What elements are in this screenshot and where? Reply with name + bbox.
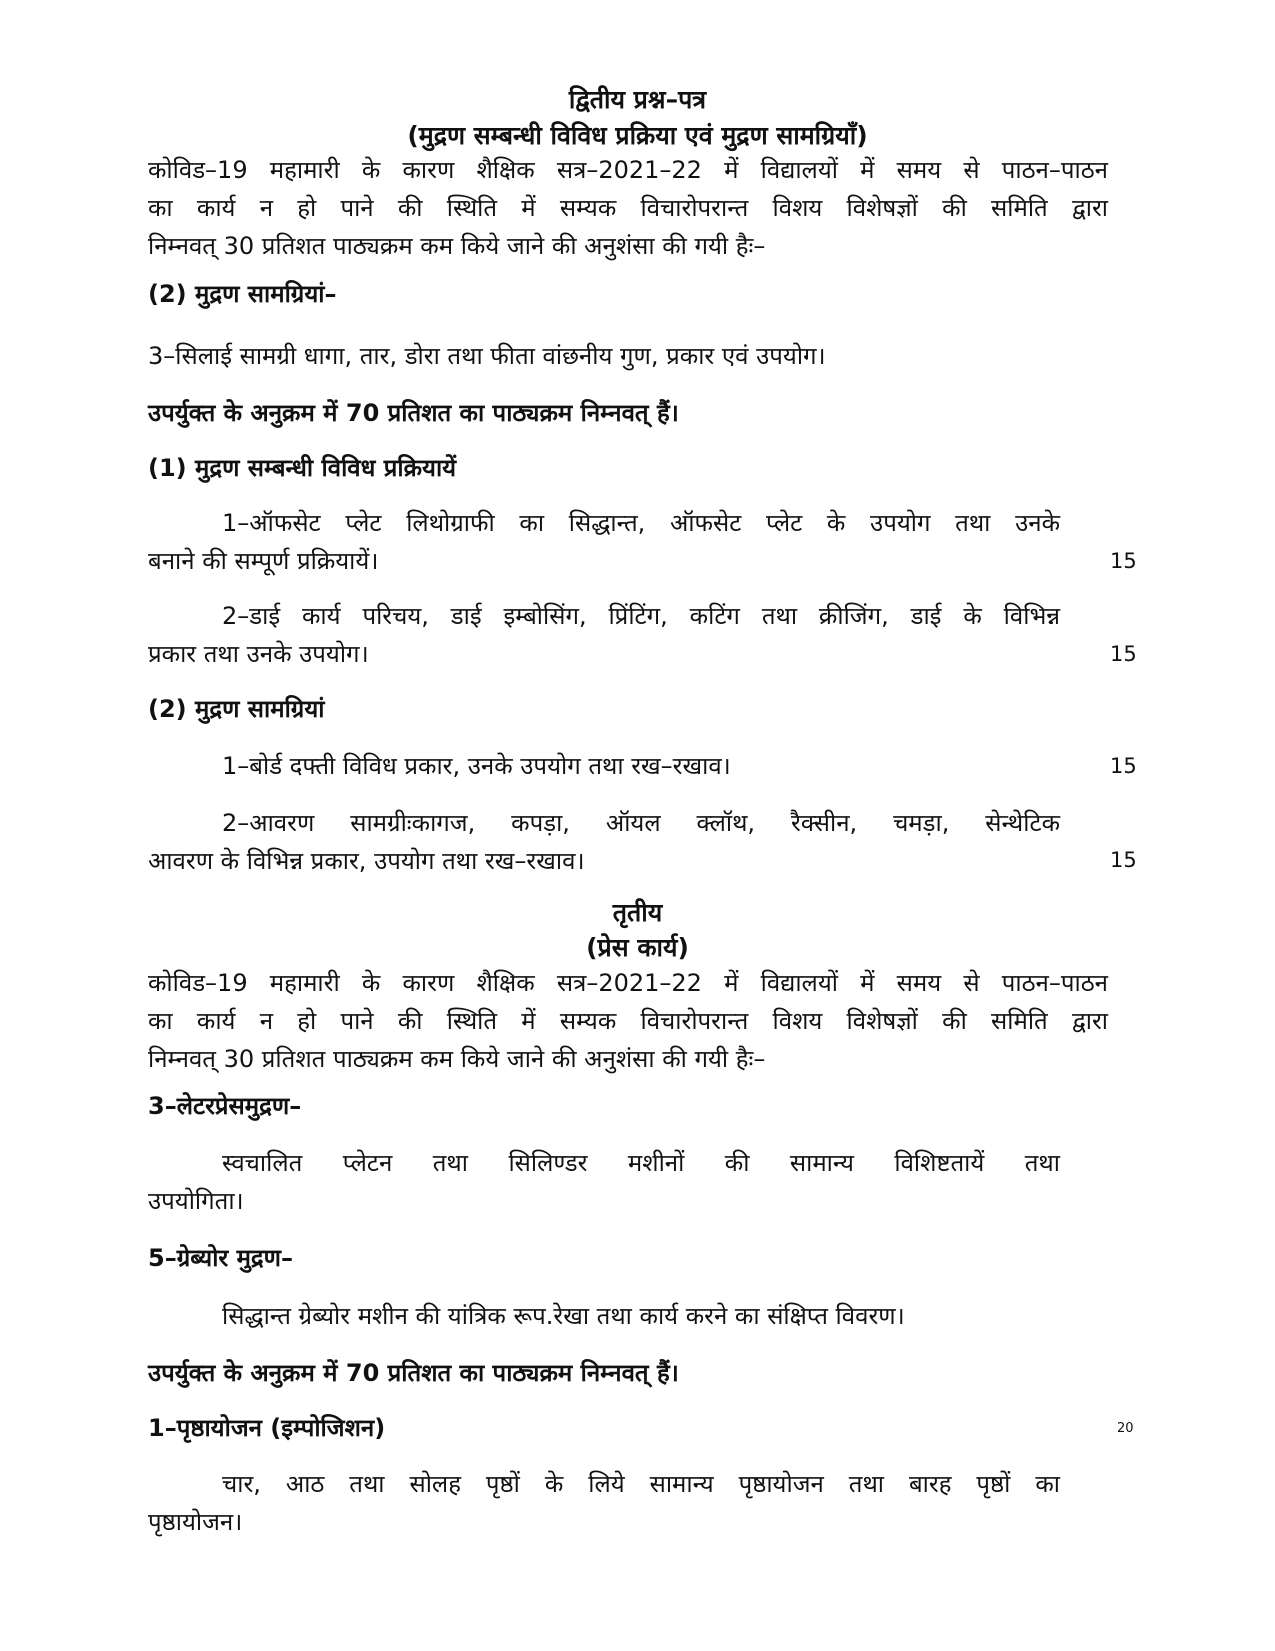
imposition-heading: 1–पृष्ठायोजन (इम्पोजिशन) [148, 1414, 386, 1442]
imposition-text-line-2: पृष्ठायोजन। [148, 1508, 243, 1536]
imposition-marks: 20 [1117, 1421, 1134, 1436]
section3-intro-line-3: निम्नवत् 30 प्रतिशत पाठ्यक्रम कम किये जाने की अनुशंसा की गयी हैः– [148, 1045, 766, 1073]
section3-title: तृतीय [612, 898, 663, 927]
part1-item-2-line-1: 2–डाई कार्य परिचय, डाई इम्बोसिंग, प्रिंटिंग, कटिंग तथा क्रीजिंग, डाई के विभिन्न [222, 602, 1060, 630]
imposition-text-line-1: चार, आठ तथा सोलह पृष्ठों के लिये सामान्य पृष्ठायोजन तथा बारह पृष्ठों का [222, 1470, 1060, 1498]
part2-item-2-line-1: 2–आवरण सामग्रीःकागज, कपड़ा, ऑयल क्लॉथ, रैक्सीन, चमड़ा, सेन्थेटिक [222, 809, 1060, 837]
section2-intro-line-2: का कार्य न हो पाने की स्थिति में सम्यक विचारोपरान्त विशय विशेषज्ञों की समिति द्वारा [148, 194, 1108, 222]
part1-item-2-line-2: प्रकार तथा उनके उपयोग। [148, 640, 369, 668]
section3-subtitle: (प्रेस कार्य) [586, 933, 689, 962]
part2-item-1-line-1: 1–बोर्ड दफ्ती विविध प्रकार, उनके उपयोग तथा रख–रखाव। [222, 752, 731, 780]
letterpress-heading: 3–लेटरप्रेसमुद्रण– [148, 1092, 302, 1120]
section2-intro-line-3: निम्नवत् 30 प्रतिशत पाठ्यक्रम कम किये जाने की अनुशंसा की गयी हैः– [148, 232, 766, 260]
letterpress-text-line-2: उपयोगिता। [148, 1187, 244, 1215]
section2-title: द्वितीय प्रश्न–पत्र [568, 85, 707, 114]
part2-item-2-line-2: आवरण के विभिन्न प्रकार, उपयोग तथा रख–रखाव। [148, 847, 585, 875]
section3-seventy-heading: उपर्युक्त के अनुक्रम में 70 प्रतिशत का पाठ्यक्रम निम्नवत् हैं। [148, 1359, 679, 1387]
section2-removed-heading: (2) मुद्रण सामग्रियां– [148, 280, 337, 308]
part1-item-1-marks: 15 [1110, 549, 1137, 573]
section2-seventy-heading: उपर्युक्त के अनुक्रम में 70 प्रतिशत का पाठ्यक्रम निम्नवत् हैं। [148, 399, 679, 427]
letterpress-text-line-1: स्वचालित प्लेटन तथा सिलिण्डर मशीनों की सामान्य विशिष्टतायें तथा [222, 1149, 1060, 1177]
part1-item-1-line-1: 1–ऑफसेट प्लेट लिथोग्राफी का सिद्धान्त, ऑफसेट प्लेट के उपयोग तथा उनके [222, 509, 1060, 537]
section3-intro-line-1: कोविड–19 महामारी के कारण शैक्षिक सत्र–2021–22 में विद्यालयों में समय से पाठन–पाठन [148, 969, 1108, 997]
section3-intro-line-2: का कार्य न हो पाने की स्थिति में सम्यक विचारोपरान्त विशय विशेषज्ञों की समिति द्वारा [148, 1007, 1108, 1035]
part2-item-2-marks: 15 [1110, 848, 1137, 872]
section2-subtitle: (मुद्रण सम्बन्धी विविध प्रक्रिया एवं मुद्रण सामग्रियाँ) [407, 121, 868, 150]
part1-heading: (1) मुद्रण सम्बन्धी विविध प्रक्रियायें [148, 454, 457, 482]
section2-removed-item: 3–सिलाई सामग्री धागा, तार, डोरा तथा फीता वांछनीय गुण, प्रकार एवं उपयोग। [148, 342, 826, 370]
gravure-text: सिद्धान्त ग्रेब्योर मशीन की यांत्रिक रूप.रेखा तथा कार्य करने का संक्षिप्त विवरण। [222, 1302, 905, 1330]
part1-item-1-line-2: बनाने की सम्पूर्ण प्रक्रियायें। [148, 547, 379, 575]
part2-item-1-marks: 15 [1110, 754, 1137, 778]
section2-intro-line-1: कोविड–19 महामारी के कारण शैक्षिक सत्र–2021–22 में विद्यालयों में समय से पाठन–पाठन [148, 156, 1108, 184]
part2-heading: (2) मुद्रण सामग्रियां [148, 695, 325, 723]
gravure-heading: 5–ग्रेब्योर मुद्रण– [148, 1244, 294, 1272]
part1-item-2-marks: 15 [1110, 642, 1137, 666]
